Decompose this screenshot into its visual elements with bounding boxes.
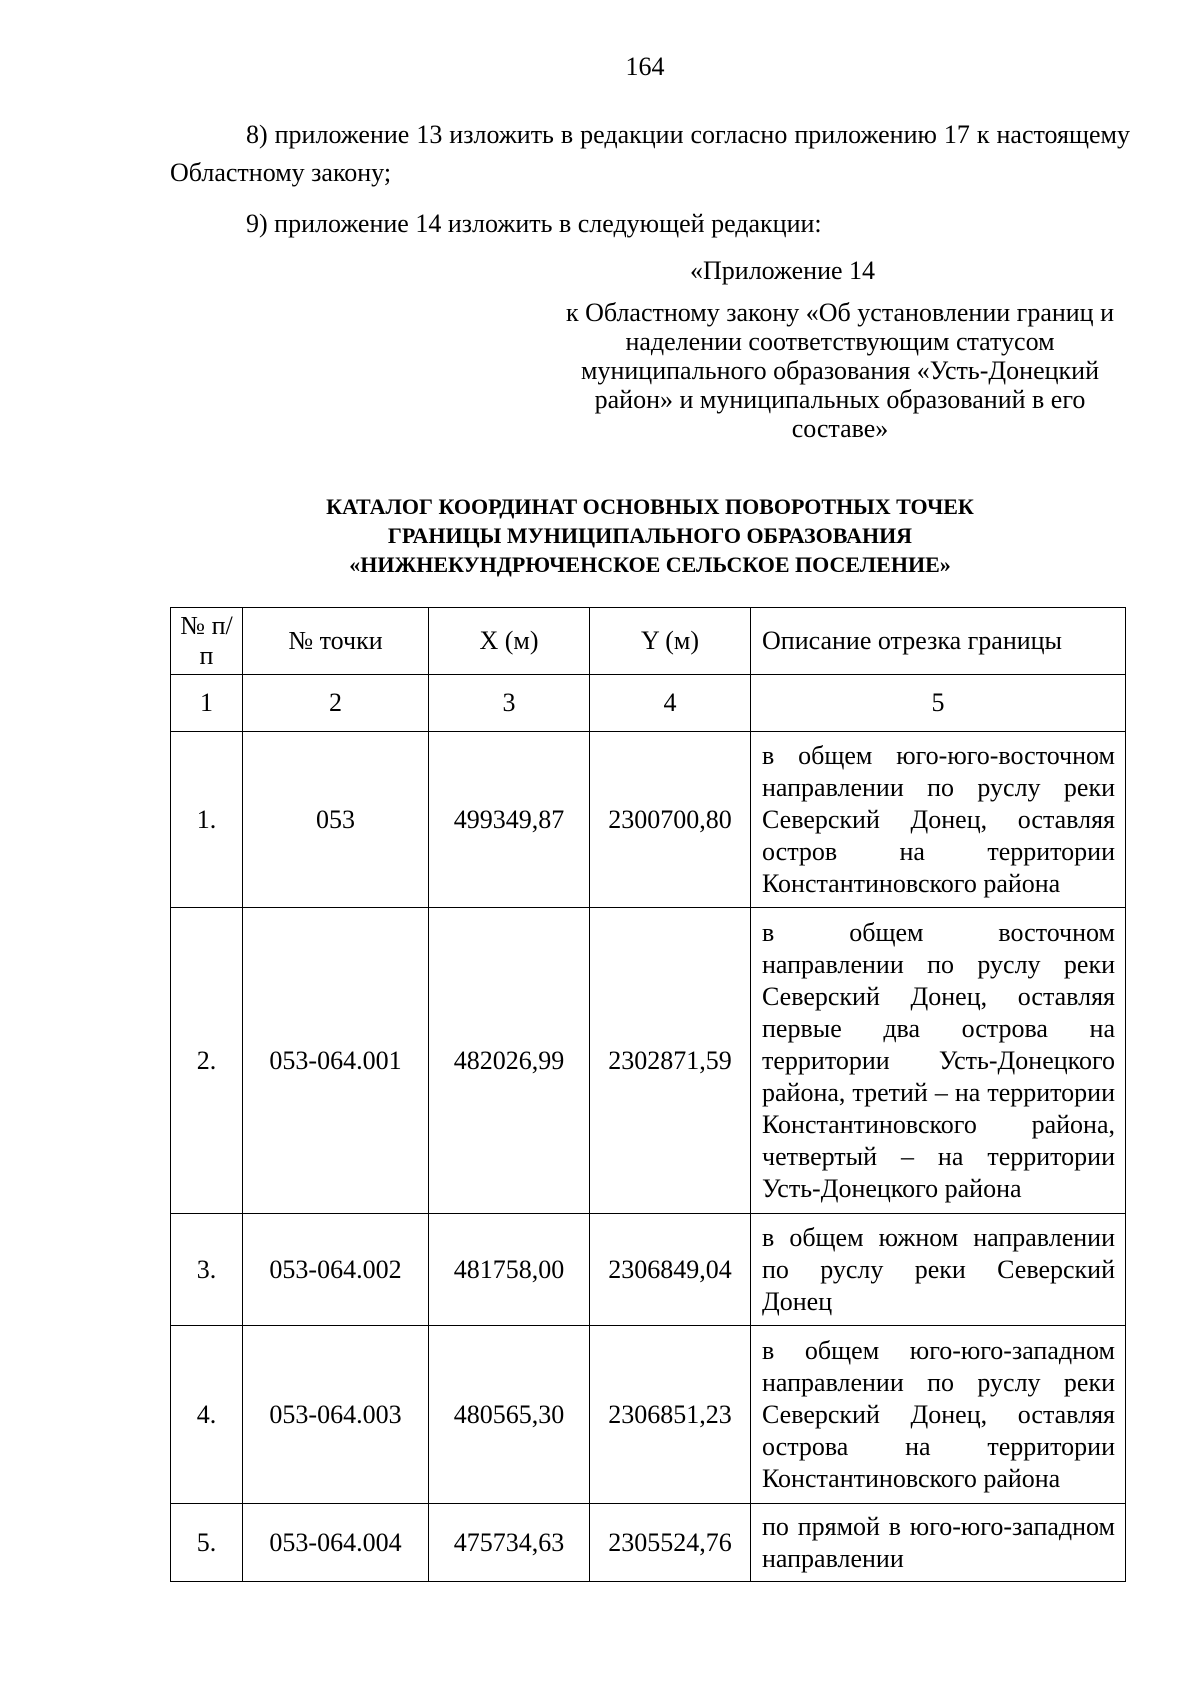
row-point: 053-064.001 <box>243 908 429 1214</box>
table-row <box>171 1214 1126 1326</box>
catalog-title-line: КАТАЛОГ КООРДИНАТ ОСНОВНЫХ ПОВОРОТНЫХ ТОЧЕК <box>326 494 974 519</box>
table-row <box>171 732 1126 908</box>
row-x: 482026,99 <box>429 908 590 1214</box>
row-point: 053 <box>243 732 429 908</box>
header-cell-y: Y (м) <box>590 608 751 675</box>
row-point: 053-064.003 <box>243 1326 429 1504</box>
row-index: 2. <box>171 908 243 1214</box>
row-y: 2306849,04 <box>590 1214 751 1326</box>
row-y: 2306851,23 <box>590 1326 751 1504</box>
appendix-title: «Приложение 14 <box>690 256 876 285</box>
coordinates-table <box>170 607 1126 1582</box>
paragraph-item-8: 8) приложение 13 изложить в редакции согласно приложению 17 к настоящему Областному закону; <box>170 120 1130 187</box>
catalog-title-line: «НИЖНЕКУНДРЮЧЕНСКОЕ СЕЛЬСКОЕ ПОСЕЛЕНИЕ» <box>349 552 951 577</box>
row-description: в общем юго-юго-восточном направлении по руслу реки Северский Донец, оставляя остров на территории Константиновского района <box>751 732 1126 908</box>
row-point: 053-064.004 <box>243 1504 429 1582</box>
paragraph-item-9: 9) приложение 14 изложить в следующей редакции: <box>246 209 822 238</box>
row-x: 481758,00 <box>429 1214 590 1326</box>
row-x: 475734,63 <box>429 1504 590 1582</box>
row-description: в общем юго-юго-западном направлении по руслу реки Северский Донец, оставляя острова на территории Константиновского района <box>751 1326 1126 1504</box>
row-y: 2302871,59 <box>590 908 751 1214</box>
table-row <box>171 908 1126 1214</box>
catalog-title <box>170 492 1130 579</box>
row-x: 480565,30 <box>429 1326 590 1504</box>
row-index: 5. <box>171 1504 243 1582</box>
row-index: 4. <box>171 1326 243 1504</box>
table-row <box>171 1504 1126 1582</box>
header-cell-x: X (м) <box>429 608 590 675</box>
row-y: 2305524,76 <box>590 1504 751 1582</box>
row-y: 2300700,80 <box>590 732 751 908</box>
catalog-title-line: ГРАНИЦЫ МУНИЦИПАЛЬНОГО ОБРАЗОВАНИЯ <box>387 523 913 548</box>
row-point: 053-064.002 <box>243 1214 429 1326</box>
table-row <box>171 1326 1126 1504</box>
header-cell-index: № п/п <box>171 608 243 675</box>
column-number: 2 <box>243 675 429 732</box>
table-header-row <box>171 608 1126 675</box>
row-description: по прямой в юго-юго-западном направлении <box>751 1504 1126 1582</box>
column-number: 1 <box>171 675 243 732</box>
header-cell-description: Описание отрезка границы <box>751 608 1126 675</box>
column-number: 5 <box>751 675 1126 732</box>
header-cell-point: № точки <box>243 608 429 675</box>
row-description: в общем восточном направлении по руслу реки Северский Донец, оставляя первые два острова на территории Усть-Донецкого района, третий – на территории Константиновского района, четвертый – на территории Усть-Донецкого района <box>751 908 1126 1214</box>
column-number-row <box>171 675 1126 732</box>
row-index: 1. <box>171 732 243 908</box>
column-number: 4 <box>590 675 751 732</box>
row-index: 3. <box>171 1214 243 1326</box>
column-number: 3 <box>429 675 590 732</box>
row-description: в общем южном направлении по руслу реки Северский Донец <box>751 1214 1126 1326</box>
appendix-body: к Областному закону «Об установлении границ и наделении соответствующим статусом муниципального образования «Усть-Донецкий район» и муниципальных образований в его составе» <box>565 298 1115 443</box>
page-number: 164 <box>625 52 665 81</box>
row-x: 499349,87 <box>429 732 590 908</box>
